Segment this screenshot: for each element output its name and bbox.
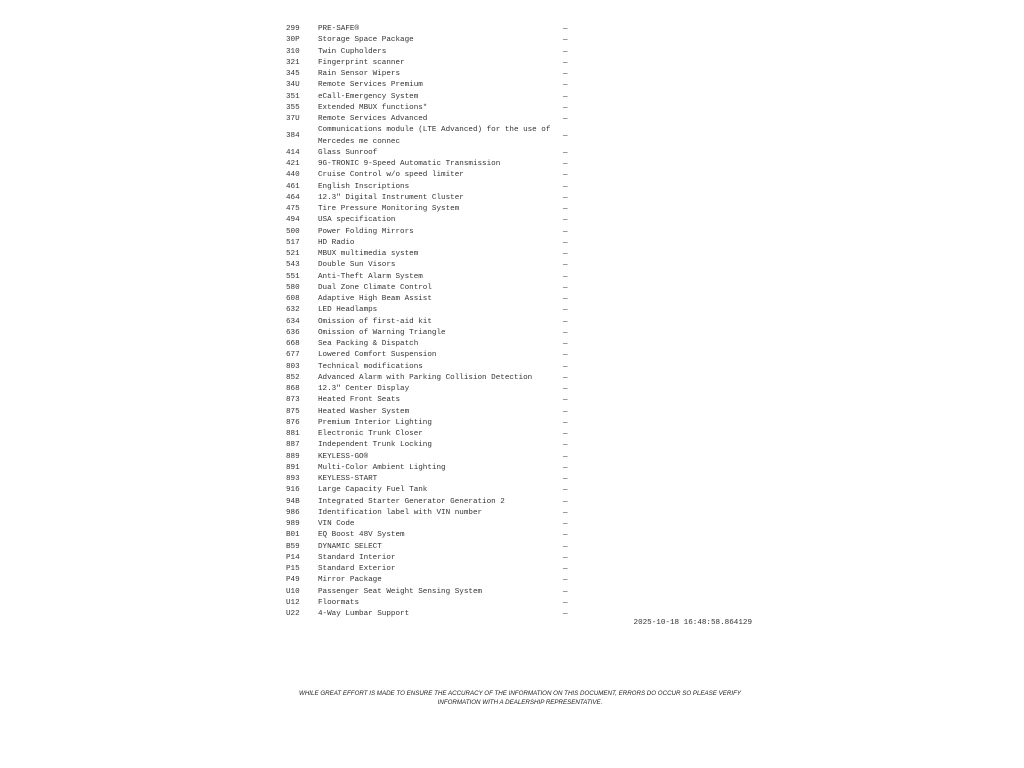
option-code: 986	[286, 508, 300, 517]
option-price: —	[563, 92, 568, 101]
option-description: Remote Services Advanced	[318, 115, 428, 123]
option-description: Omission of first-aid kit	[318, 317, 432, 326]
option-description: Advanced Alarm with Parking Collision Detection	[318, 373, 533, 382]
option-row	[286, 350, 586, 361]
option-code: 608	[286, 295, 300, 303]
option-code: P15	[286, 565, 300, 573]
option-row	[286, 80, 586, 91]
option-price: —	[563, 542, 568, 551]
option-row	[286, 69, 586, 80]
option-price: —	[563, 587, 568, 596]
option-row	[286, 508, 586, 519]
option-description: English Inscriptions	[318, 182, 410, 191]
option-price: —	[563, 520, 568, 528]
generated-timestamp: 2025-10-18 16:48:58.864129	[633, 619, 752, 627]
option-price: —	[563, 295, 568, 303]
option-description: Twin Cupholders	[318, 47, 387, 56]
option-description: Remote Services Premium	[318, 81, 423, 90]
option-row	[286, 407, 586, 418]
option-code: 351	[286, 92, 300, 101]
option-description: USA specification	[318, 216, 396, 225]
option-price: —	[563, 160, 568, 168]
option-price: —	[563, 362, 568, 371]
option-code: 461	[286, 182, 300, 191]
option-row	[286, 159, 586, 170]
option-row	[286, 103, 586, 114]
option-description: Standard Interior	[318, 553, 396, 562]
option-price: —	[563, 115, 568, 123]
option-code: 873	[286, 396, 300, 405]
option-row	[286, 339, 586, 350]
option-description: Standard Exterior	[318, 565, 396, 573]
option-price: —	[563, 351, 568, 360]
option-description: Omission of Warning Triangle	[318, 328, 446, 337]
option-row	[286, 564, 586, 575]
option-row	[286, 193, 586, 204]
option-code: P14	[286, 553, 300, 562]
option-description: Power Folding Mirrors	[318, 227, 414, 236]
option-price: —	[563, 171, 568, 180]
option-price: —	[563, 598, 568, 607]
option-row	[286, 249, 586, 260]
option-code: 543	[286, 261, 300, 270]
option-code: 494	[286, 216, 300, 225]
option-code: 916	[286, 486, 300, 495]
option-code: 321	[286, 58, 300, 67]
option-price: —	[563, 441, 568, 450]
option-row	[286, 362, 586, 373]
option-row	[286, 204, 586, 215]
option-row	[286, 598, 586, 609]
option-description: EQ Boost 48V System	[318, 531, 405, 540]
option-row	[286, 575, 586, 586]
option-code: U10	[286, 587, 300, 596]
option-price: —	[563, 373, 568, 382]
option-price: —	[563, 216, 568, 225]
option-description: LED Headlamps	[318, 306, 378, 315]
option-code: 636	[286, 328, 300, 337]
option-description: Passenger Seat Weight Sensing System	[318, 587, 483, 596]
option-code: 34U	[286, 81, 300, 90]
option-row	[286, 114, 586, 125]
option-description: Glass Sunroof	[318, 148, 378, 157]
option-description: Heated Washer System	[318, 407, 410, 416]
option-description: PRE-SAFE®	[318, 25, 360, 33]
option-description: Communications module (LTE Advanced) for the use of Mercedes me connec	[318, 126, 551, 146]
option-code: P49	[286, 576, 300, 585]
option-row	[286, 553, 586, 564]
option-code: 517	[286, 238, 300, 247]
option-description: Storage Space Package	[318, 36, 414, 45]
option-price: —	[563, 238, 568, 247]
option-price: —	[563, 531, 568, 540]
option-description: Multi-Color Ambient Lighting	[318, 463, 446, 472]
option-row	[286, 328, 586, 339]
option-row	[286, 609, 586, 620]
option-description: Anti-Theft Alarm System	[318, 272, 423, 281]
option-row	[286, 373, 586, 384]
option-price: —	[563, 70, 568, 78]
option-description: Independent Trunk Locking	[318, 441, 432, 450]
option-code: 891	[286, 463, 300, 472]
option-row	[286, 429, 586, 440]
option-price: —	[563, 497, 568, 506]
option-row	[286, 148, 586, 159]
option-price: —	[563, 486, 568, 495]
option-description: Premium Interior Lighting	[318, 418, 432, 427]
option-price: —	[563, 317, 568, 326]
option-price: —	[563, 452, 568, 461]
option-price: —	[563, 576, 568, 585]
option-code: 881	[286, 430, 300, 438]
option-price: —	[563, 418, 568, 427]
option-code: B59	[286, 542, 300, 551]
option-description: Large Capacity Fuel Tank	[318, 486, 428, 495]
option-code: 421	[286, 160, 300, 168]
option-price: —	[563, 463, 568, 472]
option-code: 310	[286, 47, 300, 56]
option-code: 30P	[286, 36, 300, 45]
option-row	[286, 58, 586, 69]
option-code: U22	[286, 610, 300, 618]
option-description: Dual Zone Climate Control	[318, 283, 432, 292]
option-price: —	[563, 182, 568, 191]
option-code: 876	[286, 418, 300, 427]
option-price: —	[563, 407, 568, 416]
option-row	[286, 182, 586, 193]
option-price: —	[563, 193, 568, 202]
option-code: 551	[286, 272, 300, 281]
option-price: —	[563, 283, 568, 292]
option-description: MBUX multimedia system	[318, 250, 419, 258]
option-price: —	[563, 250, 568, 258]
option-code: 677	[286, 351, 300, 360]
option-row	[286, 47, 586, 58]
option-description: Integrated Starter Generator Generation 2	[318, 497, 505, 506]
option-code: 989	[286, 520, 300, 528]
option-row	[286, 587, 586, 598]
option-code: U12	[286, 598, 300, 607]
option-price: —	[563, 47, 568, 56]
option-price: —	[563, 25, 568, 33]
option-row	[286, 452, 586, 463]
option-price: —	[563, 385, 568, 393]
option-row	[286, 272, 586, 283]
option-description: Identification label with VIN number	[318, 508, 483, 517]
option-price: —	[563, 610, 568, 618]
option-code: 500	[286, 227, 300, 236]
option-row	[286, 463, 586, 474]
option-row	[286, 92, 586, 103]
option-code: 94B	[286, 497, 300, 506]
option-description: 12.3" Digital Instrument Cluster	[318, 193, 464, 202]
option-code: 580	[286, 283, 300, 292]
disclaimer-text: WHILE GREAT EFFORT IS MADE TO ENSURE THE ACCURACY OF THE INFORMATION ON THIS DOCUMENT, ERRORS DO OCCUR SO PLEASE VERIFY INFORMATION WITH A DEALERSHIP REPRESENTATIVE.	[299, 690, 741, 706]
option-description: Double Sun Visors	[318, 261, 396, 270]
option-price: —	[563, 36, 568, 45]
option-row	[286, 542, 586, 553]
option-description: KEYLESS-START	[318, 475, 378, 483]
option-price: —	[563, 148, 568, 157]
option-row	[286, 474, 586, 485]
option-row	[286, 418, 586, 429]
option-price: —	[563, 306, 568, 315]
option-code: 668	[286, 340, 300, 348]
option-description: Rain Sensor Wipers	[318, 70, 401, 78]
option-price: —	[563, 430, 568, 438]
option-price: —	[563, 58, 568, 67]
option-row	[286, 497, 586, 508]
option-code: 464	[286, 193, 300, 202]
option-row	[286, 215, 586, 226]
option-row	[286, 305, 586, 316]
option-code: 889	[286, 452, 300, 461]
option-row	[286, 170, 586, 181]
option-code: 345	[286, 70, 300, 78]
option-row	[286, 238, 586, 249]
option-description: Fingerprint scanner	[318, 58, 405, 67]
option-code: 893	[286, 475, 300, 483]
option-description: Electronic Trunk Closer	[318, 430, 423, 438]
option-description: KEYLESS-GO®	[318, 452, 369, 461]
option-description: 4-Way Lumbar Support	[318, 610, 410, 618]
option-price: —	[563, 508, 568, 517]
option-price: —	[563, 103, 568, 112]
option-code: 414	[286, 148, 300, 157]
option-description: Sea Packing & Dispatch	[318, 340, 419, 348]
option-row	[286, 35, 586, 46]
option-description: eCall-Emergency System	[318, 92, 419, 101]
option-description: Lowered Comfort Suspension	[318, 351, 437, 360]
option-row	[286, 519, 586, 530]
option-description: DYNAMIC SELECT	[318, 542, 382, 551]
option-code: 632	[286, 306, 300, 315]
option-code: 475	[286, 205, 300, 213]
option-code: 803	[286, 362, 300, 371]
option-price: —	[563, 272, 568, 281]
option-row	[286, 384, 586, 395]
option-row	[286, 440, 586, 451]
option-code: 852	[286, 373, 300, 382]
option-price: —	[563, 396, 568, 405]
option-price: —	[563, 81, 568, 90]
option-row	[286, 125, 586, 148]
option-code: 299	[286, 25, 300, 33]
option-description: Adaptive High Beam Assist	[318, 295, 432, 303]
option-code: 634	[286, 317, 300, 326]
option-description: Floormats	[318, 598, 360, 607]
option-code: 887	[286, 441, 300, 450]
option-code: 440	[286, 171, 300, 180]
option-description: Cruise Control w/o speed limiter	[318, 171, 464, 180]
option-price: —	[563, 565, 568, 573]
option-code: 521	[286, 250, 300, 258]
option-code: 37U	[286, 115, 300, 123]
option-price: —	[563, 205, 568, 213]
option-code: 875	[286, 407, 300, 416]
option-row	[286, 24, 586, 35]
option-code: 868	[286, 385, 300, 393]
option-row	[286, 260, 586, 271]
option-row	[286, 283, 586, 294]
option-description: Technical modifications	[318, 362, 423, 371]
option-description: 12.3" Center Display	[318, 385, 410, 393]
option-description: Extended MBUX functions*	[318, 103, 428, 112]
option-code: 355	[286, 103, 300, 112]
option-row	[286, 530, 586, 541]
option-description: Heated Front Seats	[318, 396, 401, 405]
options-list	[286, 24, 586, 620]
option-description: 9G-TRONIC 9-Speed Automatic Transmission	[318, 160, 501, 168]
option-description: Mirror Package	[318, 576, 382, 585]
option-code: B01	[286, 531, 300, 540]
option-row	[286, 294, 586, 305]
option-price: —	[563, 261, 568, 270]
option-description: VIN Code	[318, 520, 355, 528]
option-description: Tire Pressure Monitoring System	[318, 205, 460, 213]
option-row	[286, 317, 586, 328]
option-price: —	[563, 553, 568, 562]
option-price: —	[563, 328, 568, 337]
option-description: HD Radio	[318, 238, 355, 247]
option-row	[286, 227, 586, 238]
option-row	[286, 395, 586, 406]
option-price: —	[563, 227, 568, 236]
option-code: 384	[286, 131, 300, 140]
option-price: —	[563, 475, 568, 483]
option-price: —	[563, 131, 568, 140]
option-price: —	[563, 340, 568, 348]
option-row	[286, 485, 586, 496]
